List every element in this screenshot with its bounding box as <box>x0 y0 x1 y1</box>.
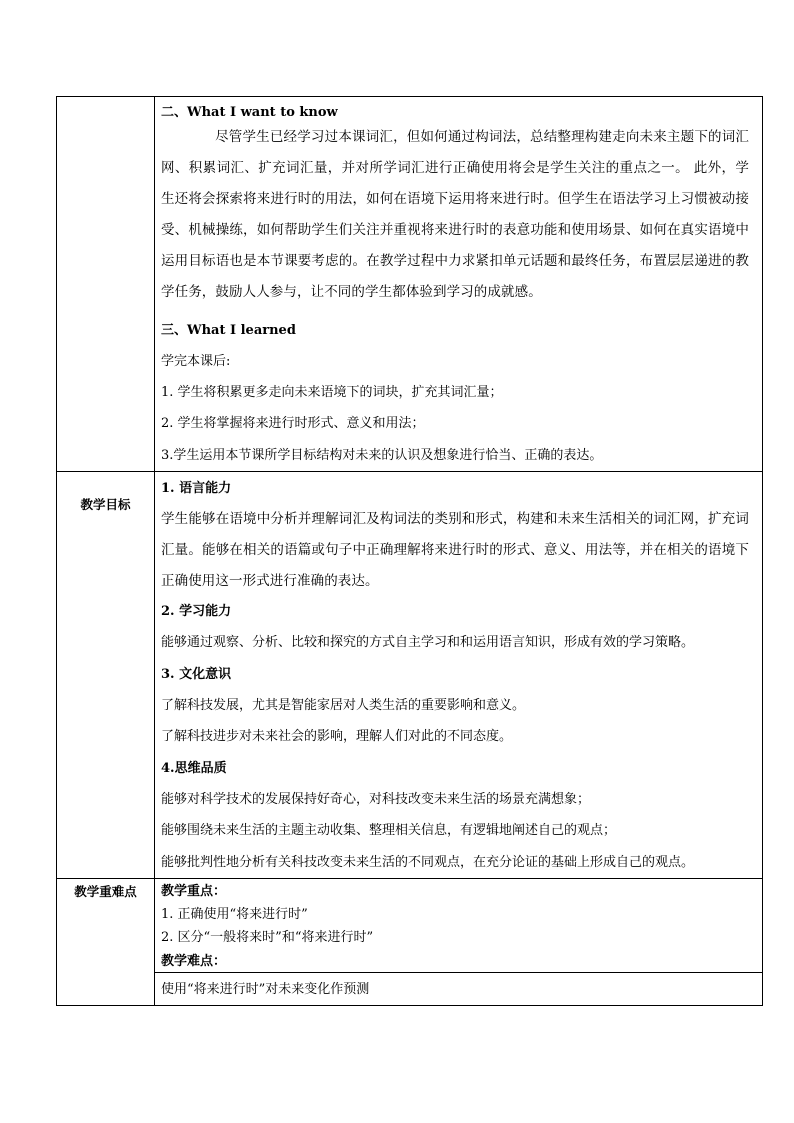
keypoints-inner-divider <box>154 972 762 973</box>
keypoints-label: 教学重难点 <box>74 884 137 899</box>
row-divider <box>57 471 762 472</box>
learned-item-2: 2. 学生将掌握将来进行时形式、意义和用法； <box>161 416 425 431</box>
learned-item-3: 3.学生运用本节课所学目标结构对未来的认识及想象进行恰当、正确的表达。 <box>161 448 603 463</box>
want-to-know-paragraph: 尽管学生已经学习过本课词汇，但如何通过构词法，总结整理构建走向未来主题下的词汇网、积累词汇、扩充词汇量，并对所学词汇进行正确使用将会是学生关注的重点之一。 此外，学生还将会探索将来进行时的用法，如何在语境下运用将来进行时。但学生在语法学习上习惯被动接受、机械操练，如何帮助学生们关注并重视将来进行时的表意功能和使用场景、如何在真实语境中运用目标语也是本节课要考虑的。在教学过程中力求紧扣单元话题和最终任务，布置层层递进的教学任务，鼓励人人参与，让不同的学生都体验到学习的成就感。 <box>161 129 749 300</box>
difficulty-heading: 教学难点： <box>161 954 227 969</box>
focus-item-2: 2. 区分“一般将来时”和“将来进行时” <box>161 930 374 945</box>
objective-culture-text-1: 了解科技发展，尤其是智能家居对人类生活的重要影响和意义。 <box>161 698 526 713</box>
difficulty-text: 使用“将来进行时”对未来变化作预测 <box>161 982 370 997</box>
objective-culture-text-2: 了解科技进步对未来社会的影响，理解人们对此的不同态度。 <box>161 729 513 744</box>
section-heading-want-to-know: 二、What I want to know <box>161 105 338 120</box>
learned-item-1: 1. 学生将积累更多走向未来语境下的词块，扩充其词汇量； <box>161 385 503 400</box>
objective-thinking-text-3: 能够批判性地分析有关科技改变未来生活的不同观点，在充分论证的基础上形成自己的观点。 <box>161 855 695 870</box>
objective-heading-thinking: 4.思维品质 <box>161 761 227 776</box>
objective-thinking-text-1: 能够对科学技术的发展保持好奇心，对科技改变未来生活的场景充满想象； <box>161 792 591 807</box>
focus-heading: 教学重点： <box>161 884 227 899</box>
objective-thinking-text-2: 能够围绕未来生活的主题主动收集、整理相关信息，有逻辑地阐述自己的观点； <box>161 823 617 838</box>
focus-item-1: 1. 正确使用“将来进行时” <box>161 907 308 922</box>
objective-language-text: 学生能够在语境中分析并理解词汇及构词法的类别和形式，构建和未来生活相关的词汇网，扩充词汇量。能够在相关的语篇或句子中正确理解将来进行时的形式、意义、用法等，并在相关的语境下正确使用这一形式进行准确的表达。 <box>161 511 749 589</box>
objective-learning-text: 能够通过观察、分析、比较和探究的方式自主学习和和运用语言知识，形成有效的学习策略。 <box>161 635 695 650</box>
objective-heading-learning: 2. 学习能力 <box>161 604 232 619</box>
objectives-label: 教学目标 <box>80 497 131 512</box>
row-divider <box>57 878 762 879</box>
objective-heading-culture: 3. 文化意识 <box>161 667 232 682</box>
lesson-plan-table <box>56 96 763 1006</box>
column-divider <box>154 97 155 1005</box>
objective-heading-language: 1. 语言能力 <box>161 481 232 496</box>
section-heading-learned: 三、What I learned <box>161 323 296 338</box>
learned-intro: 学完本课后: <box>161 354 231 369</box>
